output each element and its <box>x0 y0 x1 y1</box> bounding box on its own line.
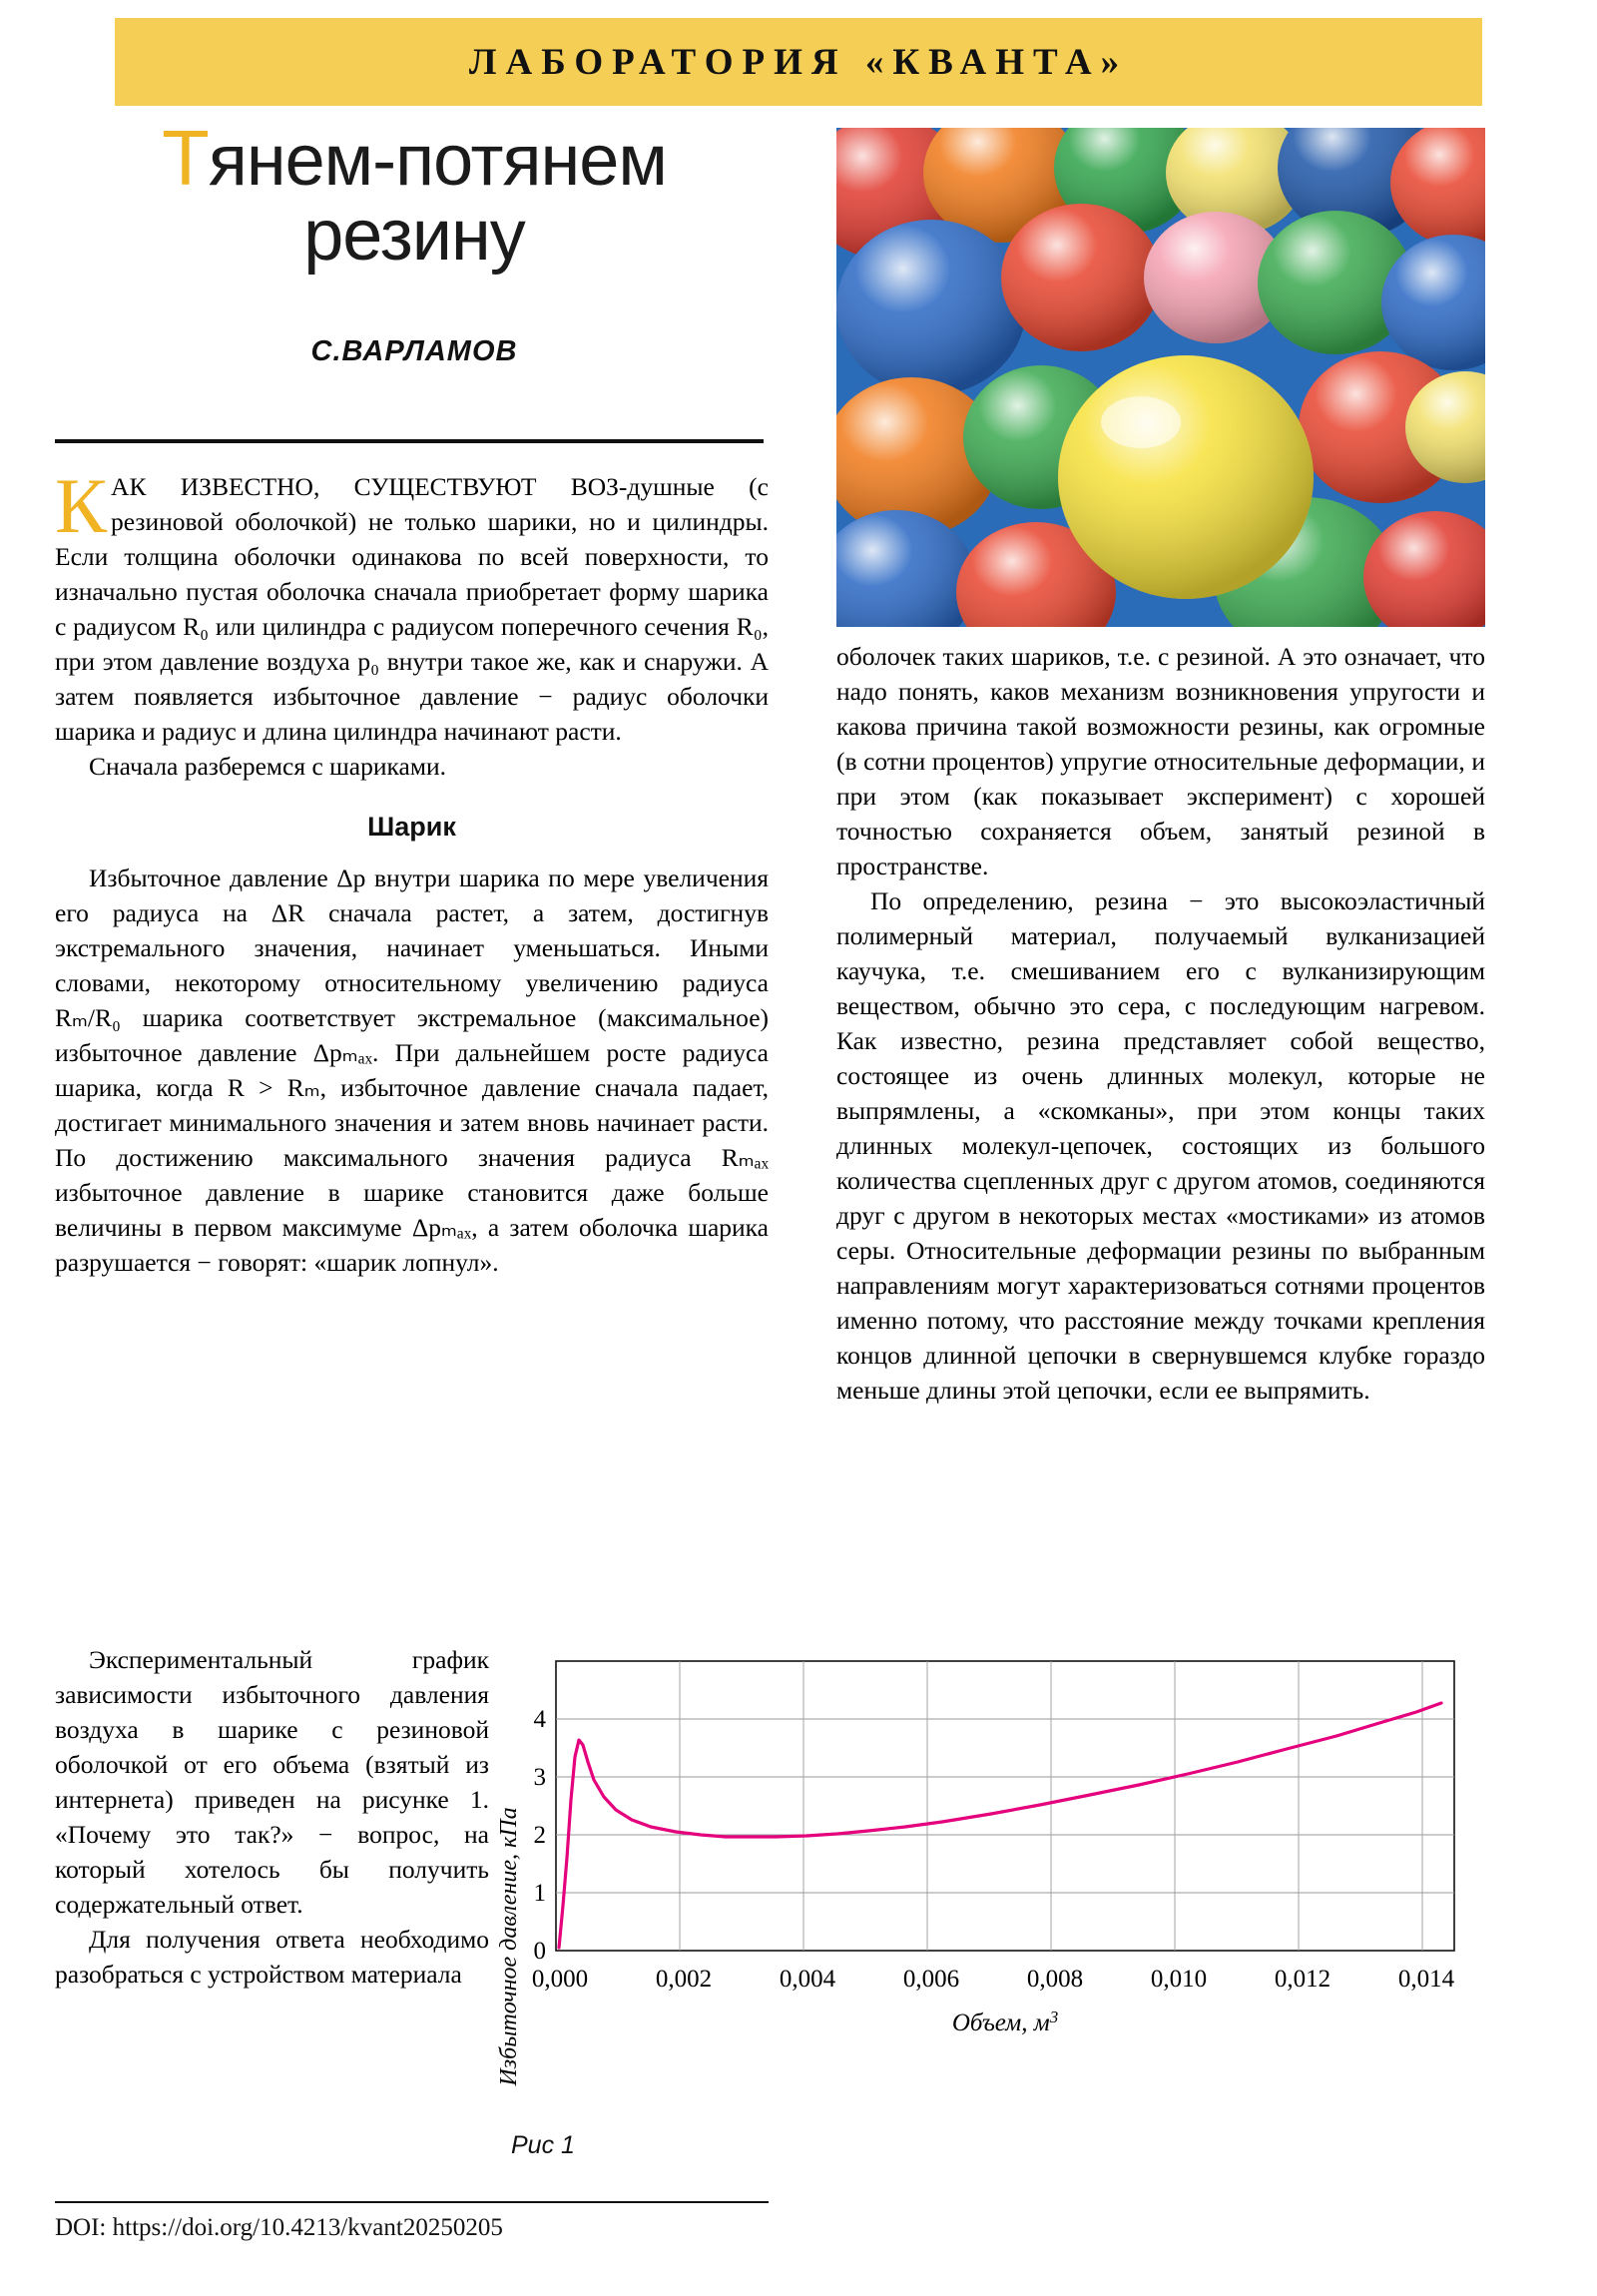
chart-plot-area <box>556 1661 1454 1951</box>
svg-text:2: 2 <box>533 1822 546 1849</box>
footer-divider <box>55 2201 769 2203</box>
title-rest: янем-потянем <box>208 121 667 201</box>
title-block <box>55 114 774 368</box>
figure-caption: Рис 1 <box>511 2131 575 2159</box>
paragraph-2: Сначала разберемся с шариками. <box>89 752 446 781</box>
page-title <box>55 114 774 277</box>
title-dropcap: Т <box>162 114 209 202</box>
left-column <box>55 462 769 1280</box>
paragraph-3: Избыточное давление Δp внутри шарика по мере увеличения его радиуса на ΔR сначала растет, а затем, достигнув экстремального значения, начинает уменьшаться. Иными словами, некоторому относительному увеличению радиуса Rₘ/R₀ шарика соответствует экстремальное (максимальное) избыточное давление Δpₘₐₓ. При дальнейшем росте радиуса шарика, когда R > Rₘ, избыточное давление сначала падает, достигает минимального значения и затем вновь начинает расти. По достижению максимального значения радиуса Rₘₐₓ избыточное давление в шарике становится даже больше величины в первом максимуме Δpₘₐₓ, а затем оболочка шарика разрушается − говорят: «шарик лопнул». <box>55 863 769 1277</box>
author-name: С.ВАРЛАМОВ <box>310 334 518 367</box>
svg-text:0,000: 0,000 <box>531 1966 589 1993</box>
svg-text:4: 4 <box>533 1706 546 1733</box>
svg-text:0: 0 <box>533 1938 546 1965</box>
chart-ylabel: Избыточное давление, кПа <box>496 1807 522 2086</box>
section-banner <box>115 18 1482 106</box>
doi-text: DOI: https://doi.org/10.4213/kvant20250205 <box>55 2214 503 2241</box>
right-column <box>836 639 1485 1408</box>
paragraph-intro <box>55 462 769 749</box>
svg-text:0,014: 0,014 <box>1397 1966 1455 1993</box>
paragraph-4: Экспериментальный график зависимости избыточного давления воздуха в шарике с резиновой оболочкой от его объема (взятый из интернета) приведен на рисунке 1. «Почему это так?» − вопрос, на который хотелось бы получить содержательный ответ. <box>55 1645 489 1919</box>
section-heading-sharik: Шарик <box>367 812 456 842</box>
svg-text:0,008: 0,008 <box>1026 1966 1084 1993</box>
banner-title: ЛАБОРАТОРИЯ «КВАНТА» <box>468 41 1129 83</box>
balloons-photo-svg <box>836 128 1485 627</box>
chart-xlabel: Объем, $м^3$ <box>951 2008 1059 2036</box>
balloons-photo <box>836 128 1485 627</box>
title-divider <box>55 439 764 443</box>
chart-svg <box>494 1647 1492 2126</box>
paragraph-5: Для получения ответа необходимо разобраться с устройством материала <box>55 1925 489 1989</box>
svg-text:0,002: 0,002 <box>655 1966 713 1993</box>
svg-text:0,004: 0,004 <box>779 1966 836 1993</box>
right-paragraph-2: По определению, резина − это высокоэластичный полимерный материал, получаемый вулканизацией каучука, т.е. смешиванием его с вулканизирующим веществом, обычно это сера, с последующим нагревом. Как известно, резина представляет собой вещество, состоящее из очень длинных молекул, которые не выпрямлены, а «скомканы», при этом концы таких длинных молекул-цепочек, состоящих из большого количества сцепленных друг с другом атомов, соединяются друг с другом в некоторых местах «мостиками» из атомов серы. Относительные деформации резины по выбранным направлениям могут характеризоваться сотнями процентов именно потому, что расстояние между точками крепления концов длинной цепочки в свернувшемся клубке гораздо меньше длины этой цепочки, если ее выпрямить. <box>836 886 1485 1405</box>
intro-body: душные (с резиновой оболочкой) не только шарики, но и цилиндры. Если толщина оболочки одинакова по всей поверхности, то изначально пустая оболочка сначала приобретает форму шарика с радиусом R₀ или цилиндра с радиусом поперечного сечения R₀, при этом давление воздуха p₀ внутри такое же, как и снаружи. А затем появляется избыточное давление − радиус оболочки шарика и радиус и длина цилиндра начинают расти. <box>55 472 769 746</box>
dropcap-letter: К <box>55 462 108 549</box>
svg-text:0,012: 0,012 <box>1274 1966 1331 1993</box>
title-line2: резину <box>303 196 525 277</box>
svg-text:3: 3 <box>533 1764 546 1791</box>
chart-yticks <box>534 1706 547 1965</box>
lead-text: АК ИЗВЕСТНО, СУЩЕСТВУЮТ ВОЗ- <box>111 472 628 501</box>
svg-text:1: 1 <box>533 1880 546 1907</box>
right-paragraph-1: оболочек таких шариков, т.е. с резиной. А это означает, что надо понять, каков механизм возникновения упругости и какова причина такой возможности резины, как огромные (в сотни процентов) упругие относительные деформации, и при этом (как показывает эксперимент) с хорошей точностью сохраняется объем, занятый резиной в пространстве. <box>836 642 1485 880</box>
left-column-narrow <box>55 1642 489 1992</box>
figure-1-chart <box>494 1647 1492 2126</box>
svg-text:0,010: 0,010 <box>1150 1966 1208 1993</box>
svg-text:0,006: 0,006 <box>902 1966 960 1993</box>
chart-xticks <box>532 1966 1455 1993</box>
